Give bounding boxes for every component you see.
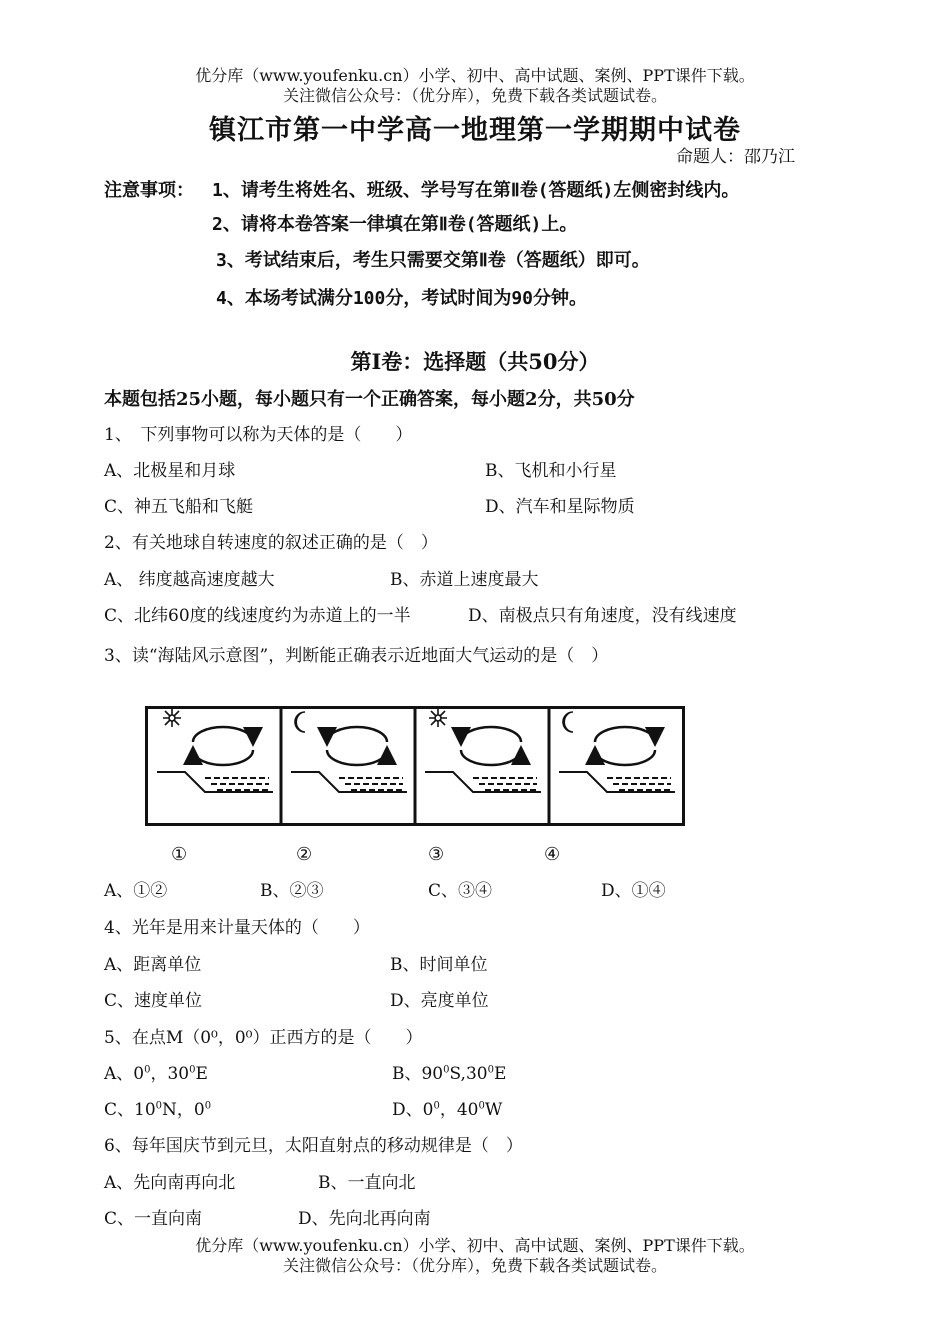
footer-line-2: 关注微信公众号：（优分库），免费下载各类试题试卷。 <box>282 1256 667 1275</box>
q1-option-a: A、北极星和月球 <box>104 461 236 481</box>
section-title: 第Ⅰ卷：选择题（共50分） <box>350 349 600 374</box>
panel-1 <box>157 709 273 792</box>
q6-option-b: B、一直向北 <box>318 1173 416 1193</box>
note-item-2: 2、请将本卷答案一律填在第Ⅱ卷(答题纸)上。 <box>212 214 578 235</box>
q2-option-d: D、南极点只有角速度，没有线速度 <box>468 606 737 626</box>
circulation-arrows-icon <box>461 727 521 765</box>
note-item-1: 1、请考生将姓名、班级、学号写在第Ⅱ卷(答题纸)左侧密封线内。 <box>212 180 740 201</box>
notes-label: 注意事项： <box>104 180 194 201</box>
note-item-3: 3、考试结束后，考生只需要交第Ⅱ卷（答题纸）即可。 <box>216 250 650 271</box>
q1-option-b: B、飞机和小行星 <box>485 461 617 481</box>
q6-option-a: A、先向南再向北 <box>104 1173 236 1193</box>
header-line-1: 优分库（www.youfenku.cn）小学、初中、高中试题、案例、PPT课件下载。 <box>195 66 755 85</box>
coast-icon <box>425 772 541 792</box>
q6-stem: 6、每年国庆节到元旦，太阳直射点的移动规律是（ ） <box>104 1136 523 1156</box>
q2-option-a: A、 纬度越高速度越大 <box>104 570 275 590</box>
q5-option-c: C、$10^0N$，$0^0$ <box>104 1100 212 1120</box>
q1-option-d: D、汽车和星际物质 <box>485 497 635 517</box>
panel-3 <box>425 709 541 792</box>
coast-icon <box>157 772 273 792</box>
circulation-arrows-icon <box>595 727 655 765</box>
panel-2 <box>291 712 407 792</box>
q2-option-b: B、赤道上速度最大 <box>390 570 539 590</box>
panel-label-1: ① <box>171 844 188 865</box>
coast-icon <box>291 772 407 792</box>
q5-option-a: A、$0^0$，$30^0E$ <box>104 1064 208 1084</box>
q2-option-c: C、北纬60度的线速度约为赤道上的一半 <box>104 606 411 626</box>
q5-option-d: D、$0^0$，$40^0W$ <box>392 1100 503 1120</box>
q3-option-b: B、②③ <box>260 881 324 901</box>
panel-label-3: ③ <box>428 844 445 865</box>
author: 命题人：邵乃江 <box>676 147 795 167</box>
sun-icon <box>163 709 181 727</box>
note-item-4: 4、本场考试满分100分，考试时间为90分钟。 <box>216 288 588 309</box>
q1-option-c: C、神五飞船和飞艇 <box>104 497 254 517</box>
panel-label-2: ② <box>296 844 313 865</box>
q3-stem: 3、读“海陆风示意图”，判断能正确表示近地面大气运动的是（ ） <box>104 646 609 666</box>
circulation-arrows-icon <box>193 727 253 765</box>
moon-icon <box>563 712 573 732</box>
sea-land-breeze-diagram <box>145 706 685 826</box>
q5-option-b: B、$90^0S,30^0E$ <box>392 1064 507 1084</box>
panel-label-4: ④ <box>544 844 561 865</box>
q4-option-d: D、亮度单位 <box>390 991 489 1011</box>
q6-option-c: C、一直向南 <box>104 1209 203 1229</box>
q4-stem: 4、光年是用来计量天体的（ ） <box>104 918 370 938</box>
panel-4 <box>559 712 675 792</box>
sun-icon <box>429 709 447 727</box>
section-instructions: 本题包括25小题，每小题只有一个正确答案，每小题2分，共50分 <box>104 389 635 410</box>
header-line-2: 关注微信公众号：（优分库），免费下载各类试题试卷。 <box>282 86 667 105</box>
circulation-arrows-icon <box>327 727 387 765</box>
moon-icon <box>295 712 305 732</box>
q6-option-d: D、先向北再向南 <box>298 1209 431 1229</box>
q3-option-d: D、①④ <box>601 881 666 901</box>
q3-option-a: A、①② <box>104 881 168 901</box>
q5-stem: 5、在点M（0⁰，0⁰）正西方的是（ ） <box>104 1028 423 1048</box>
coast-icon <box>559 772 675 792</box>
q4-option-a: A、距离单位 <box>104 955 202 975</box>
q4-option-c: C、速度单位 <box>104 991 203 1011</box>
q2-stem: 2、有关地球自转速度的叙述正确的是（ ） <box>104 533 438 553</box>
q4-option-b: B、时间单位 <box>390 955 488 975</box>
page-title: 镇江市第一中学高一地理第一学期期中试卷 <box>209 115 741 146</box>
q1-stem: 1、 下列事物可以称为天体的是（ ） <box>104 425 413 445</box>
q3-option-c: C、③④ <box>428 881 493 901</box>
footer-line-1: 优分库（www.youfenku.cn）小学、初中、高中试题、案例、PPT课件下载。 <box>195 1236 755 1255</box>
